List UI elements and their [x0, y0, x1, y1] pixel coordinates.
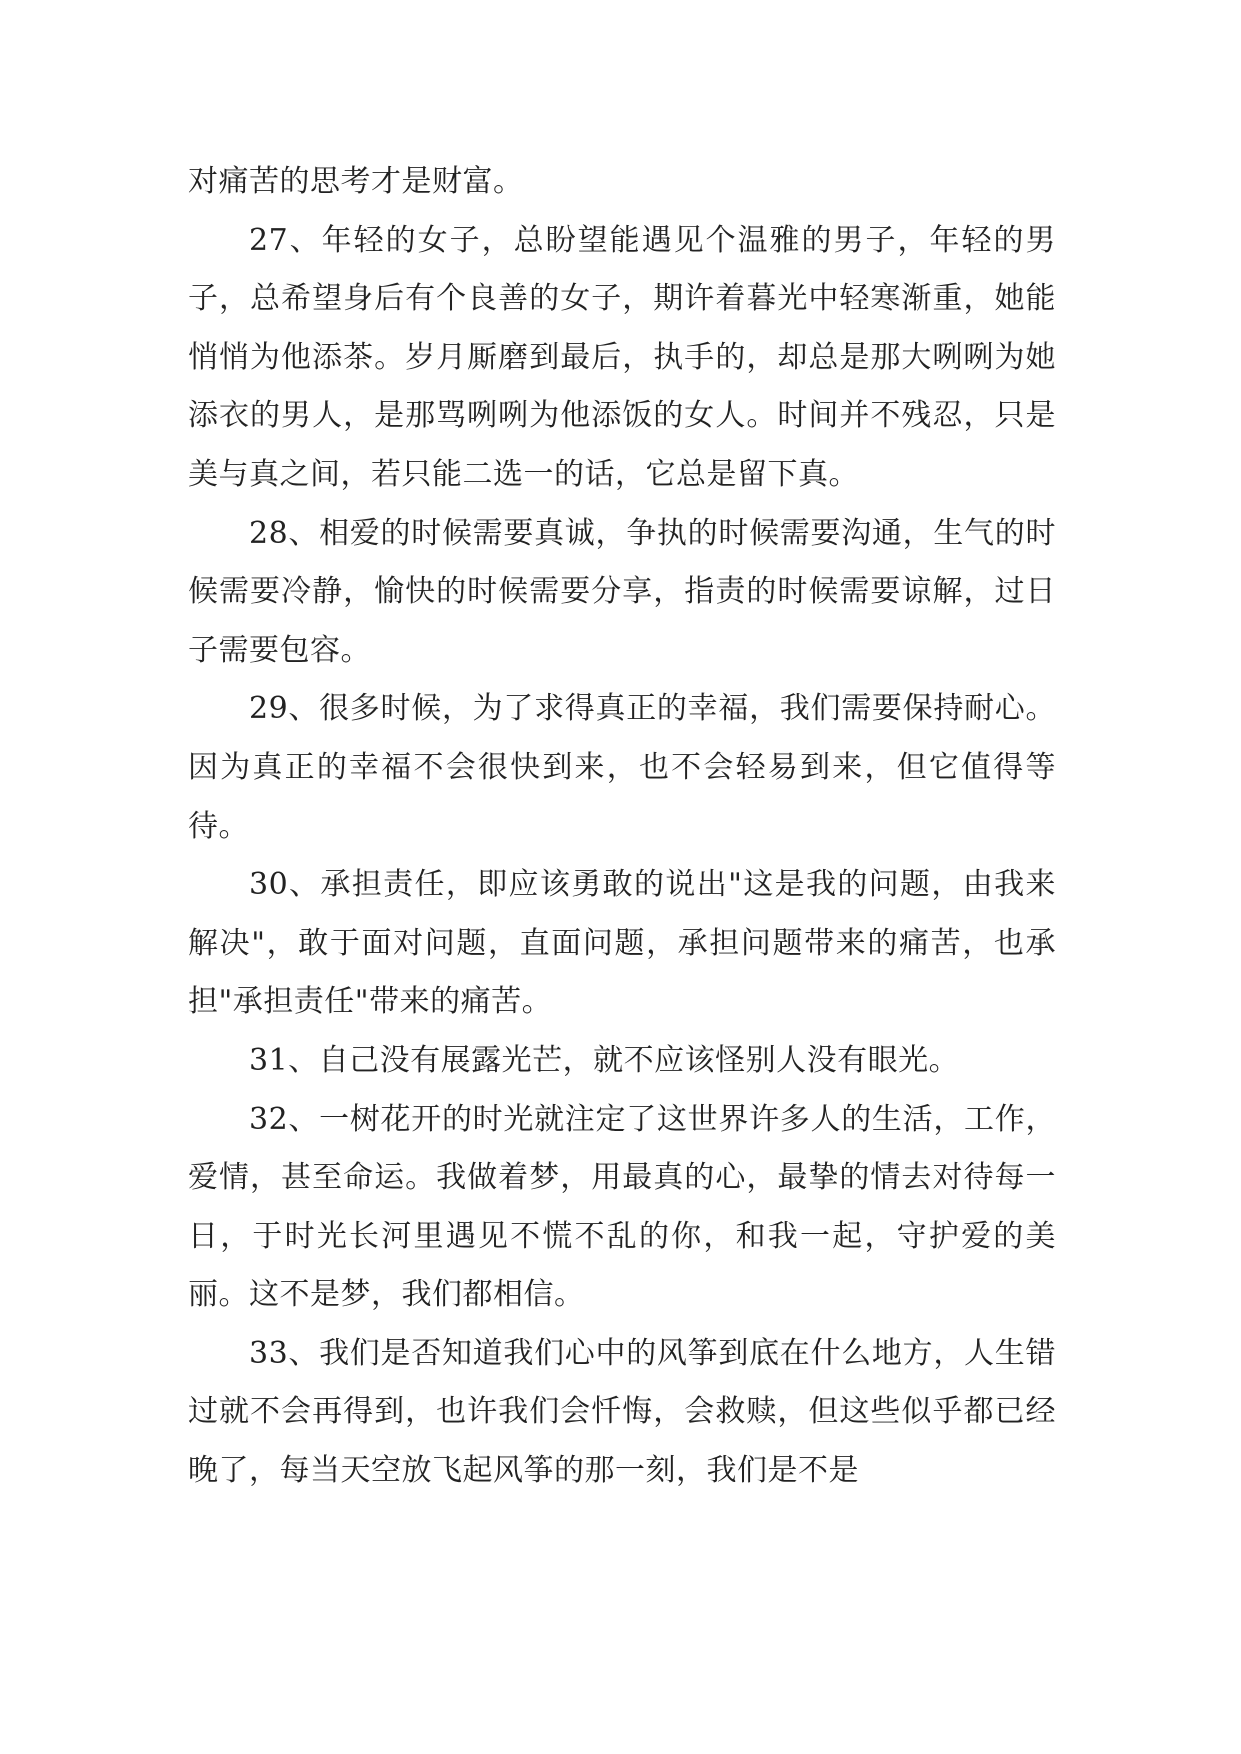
paragraph-32: 32、一树花开的时光就注定了这世界许多人的生活，工作，爱情，甚至命运。我做着梦，用最真的心，最挚的情去对待每一日，于时光长河里遇见不慌不乱的你，和我一起，守护爱的美丽。这不是梦，我们都相信。 — [188, 1101, 1056, 1313]
paragraph-33: 33、我们是否知道我们心中的风筝到底在什么地方，人生错过就不会再得到，也许我们会忏悔，会救赎，但这些似乎都已经晚了，每当天空放飞起风筝的那一刻，我们是不是 — [188, 1335, 1056, 1489]
paragraph-27: 27、年轻的女子，总盼望能遇见个温雅的男子，年轻的男子，总希望身后有个良善的女子，期许着暮光中轻寒渐重，她能悄悄为他添茶。岁月厮磨到最后，执手的，却总是那大咧咧为她添衣的男人，是那骂咧咧为他添饭的女人。时间并不残忍，只是美与真之间，若只能二选一的话，它总是留下真。 — [188, 222, 1056, 492]
paragraph-31: 31、自己没有展露光芒，就不应该怪别人没有眼光。 — [249, 1042, 960, 1078]
document-body — [188, 153, 1056, 1501]
paragraph-29: 29、很多时候，为了求得真正的幸福，我们需要保持耐心。因为真正的幸福不会很快到来，也不会轻易到来，但它值得等待。 — [188, 691, 1056, 844]
paragraph-28: 28、相爱的时候需要真诚，争执的时候需要沟通，生气的时候需要冷静，愉快的时候需要分享，指责的时候需要谅解，过日子需要包容。 — [188, 515, 1056, 668]
paragraph-continuation: 对痛苦的思考才是财富。 — [188, 164, 524, 199]
paragraph-30: 30、承担责任，即应该勇敢的说出"这是我的问题，由我来解决"，敢于面对问题，直面问题，承担问题带来的痛苦，也承担"承担责任"带来的痛苦。 — [188, 867, 1056, 1020]
